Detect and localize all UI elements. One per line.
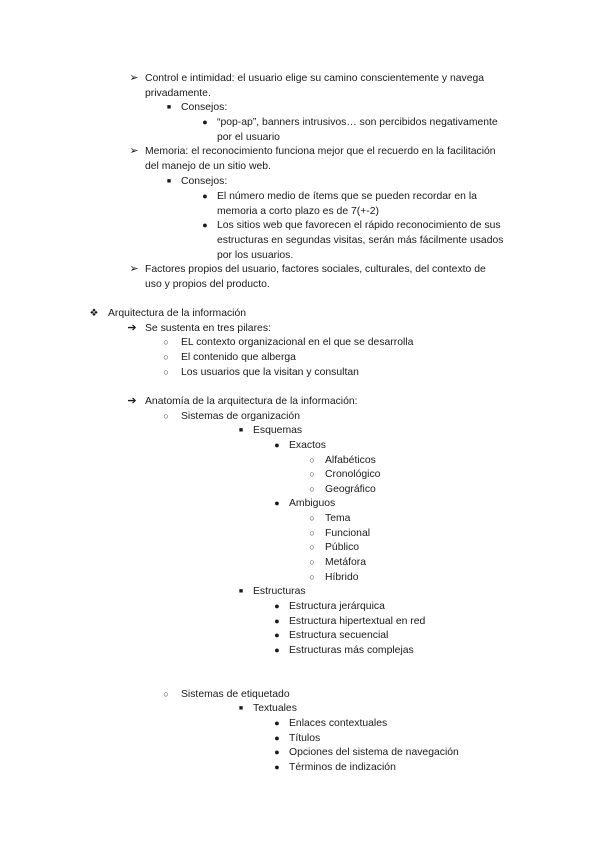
pillar-item: EL contexto organizacional en el que se desarrolla bbox=[181, 337, 414, 348]
arrowhead-bullet: ➢ bbox=[129, 72, 139, 84]
arrowhead-bullet: ➢ bbox=[129, 263, 139, 275]
exact-label: Exactos bbox=[289, 440, 326, 451]
exact-item: Cronológico bbox=[325, 469, 381, 480]
circle-bullet: ○ bbox=[163, 689, 169, 699]
circle-bullet: ○ bbox=[163, 367, 169, 377]
square-bullet: ■ bbox=[166, 178, 172, 185]
labeling-label: Sistemas de etiquetado bbox=[181, 689, 290, 700]
dot-bullet: ● bbox=[274, 645, 280, 655]
ambiguous-item: Funcional bbox=[325, 528, 371, 539]
dot-bullet: ● bbox=[274, 601, 280, 611]
diamond-bullet: ❖ bbox=[89, 308, 99, 319]
ambiguous-item: Tema bbox=[325, 513, 351, 524]
square-bullet: ■ bbox=[238, 588, 244, 595]
ambiguous-item: Metáfora bbox=[325, 557, 367, 568]
dot-bullet: ● bbox=[274, 440, 280, 450]
arrow-bullet: ➔ bbox=[127, 395, 137, 407]
tip-text: por los usuarios. bbox=[217, 250, 294, 261]
ambiguous-item: Híbrido bbox=[325, 572, 359, 583]
textual-item: Enlaces contextuales bbox=[289, 718, 388, 729]
circle-bullet: ○ bbox=[309, 469, 315, 479]
dot-bullet: ● bbox=[202, 191, 208, 201]
pillars-label: Se sustenta en tres pilares: bbox=[145, 323, 271, 334]
circle-bullet: ○ bbox=[309, 528, 315, 538]
textual-item: Términos de indización bbox=[289, 762, 396, 773]
exact-item: Alfabéticos bbox=[325, 455, 376, 466]
dot-bullet: ● bbox=[274, 733, 280, 743]
square-bullet: ■ bbox=[238, 705, 244, 712]
schemes-label: Esquemas bbox=[253, 425, 303, 436]
tip-text: estructuras en segundas visitas, serán más fácilmente usados bbox=[217, 235, 504, 246]
circle-bullet: ○ bbox=[309, 455, 315, 465]
organization-label: Sistemas de organización bbox=[181, 411, 300, 422]
dot-bullet: ● bbox=[202, 117, 208, 127]
circle-bullet: ○ bbox=[163, 411, 169, 421]
textual-item: Títulos bbox=[289, 733, 321, 744]
square-bullet: ■ bbox=[166, 104, 172, 111]
tip-text: Los sitios web que favorecen el rápido reconocimiento de sus bbox=[217, 220, 501, 231]
structure-item: Estructura secuencial bbox=[289, 630, 389, 641]
subheading-consejos: Consejos: bbox=[181, 176, 228, 187]
circle-bullet: ○ bbox=[309, 484, 315, 494]
circle-bullet: ○ bbox=[309, 513, 315, 523]
circle-bullet: ○ bbox=[309, 557, 315, 567]
exact-item: Geográfico bbox=[325, 484, 376, 495]
structure-item: Estructura jerárquica bbox=[289, 601, 385, 612]
bullet-text: Control e intimidad: el usuario elige su camino conscientemente y navega bbox=[145, 73, 485, 84]
circle-bullet: ○ bbox=[309, 572, 315, 582]
circle-bullet: ○ bbox=[163, 352, 169, 362]
structures-label: Estructuras bbox=[253, 586, 306, 597]
tip-text: por el usuario bbox=[217, 132, 280, 143]
dot-bullet: ● bbox=[274, 498, 280, 508]
bullet-text: Factores propios del usuario, factores sociales, culturales, del contexto de bbox=[145, 264, 486, 275]
bullet-text: privadamente. bbox=[145, 88, 211, 99]
dot-bullet: ● bbox=[274, 762, 280, 772]
ambiguous-item: Público bbox=[325, 542, 360, 553]
tip-text: “pop-ap”, banners intrusivos… son percibidos negativamente bbox=[217, 117, 498, 128]
circle-bullet: ○ bbox=[309, 542, 315, 552]
textual-label: Textuales bbox=[253, 703, 297, 714]
structure-item: Estructura hipertextual en red bbox=[289, 616, 426, 627]
anatomy-label: Anatomía de la arquitectura de la información: bbox=[145, 396, 358, 407]
bullet-text: del manejo de un sitio web. bbox=[145, 161, 271, 172]
pillar-item: Los usuarios que la visitan y consultan bbox=[181, 367, 359, 378]
bullet-text: uso y propios del producto. bbox=[145, 279, 270, 290]
ambiguous-label: Ambiguos bbox=[289, 498, 336, 509]
pillar-item: El contenido que alberga bbox=[181, 352, 296, 363]
subheading-consejos: Consejos: bbox=[181, 102, 228, 113]
bullet-text: Memoria: el reconocimiento funciona mejor que el recuerdo en la facilitación bbox=[145, 146, 496, 157]
circle-bullet: ○ bbox=[163, 337, 169, 347]
dot-bullet: ● bbox=[274, 718, 280, 728]
dot-bullet: ● bbox=[202, 220, 208, 230]
section-title: Arquitectura de la información bbox=[108, 308, 247, 319]
square-bullet: ■ bbox=[238, 427, 244, 434]
tip-text: memoria a corto plazo es de 7(+-2) bbox=[217, 206, 379, 217]
dot-bullet: ● bbox=[274, 630, 280, 640]
dot-bullet: ● bbox=[274, 616, 280, 626]
textual-item: Opciones del sistema de navegación bbox=[289, 747, 459, 758]
dot-bullet: ● bbox=[274, 747, 280, 757]
arrow-bullet: ➔ bbox=[127, 322, 137, 334]
arrowhead-bullet: ➢ bbox=[129, 145, 139, 157]
tip-text: El número medio de ítems que se pueden recordar en la bbox=[217, 191, 477, 202]
structure-item: Estructuras más complejas bbox=[289, 645, 414, 656]
